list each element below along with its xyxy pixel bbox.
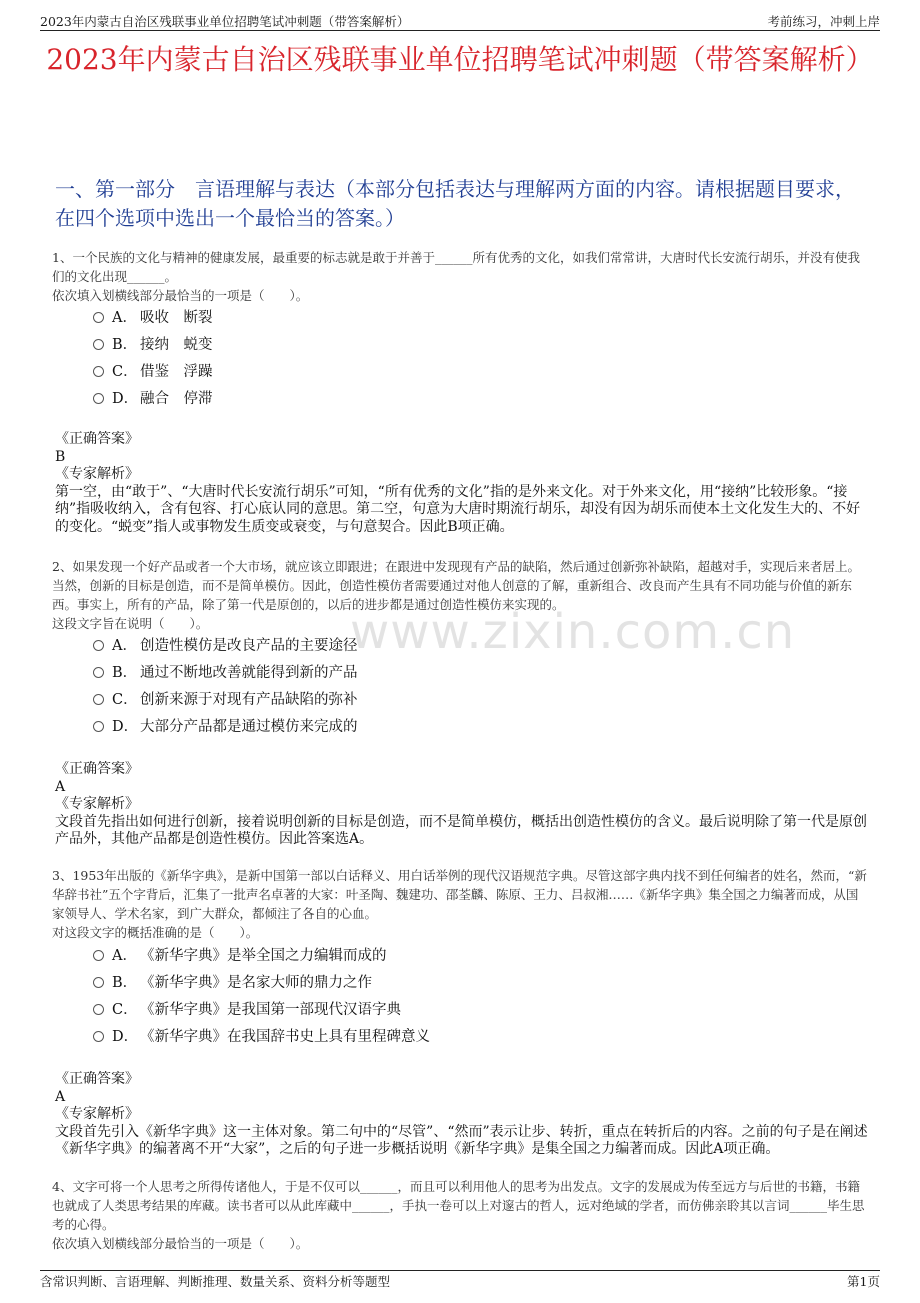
radio-icon[interactable] [93,339,104,350]
option-text: 吸收 断裂 [140,310,213,326]
option-label: D． [112,391,139,407]
option-1b[interactable] [93,335,213,355]
question-prompt: 这段文字旨在说明（ ）。 [52,616,209,631]
option-text: 通过不断地改善就能得到新的产品 [140,665,358,681]
page-header [40,0,880,31]
analysis-heading: 《专家解析》 [55,796,139,812]
document-title: 2023年内蒙古自治区残联事业单位招聘笔试冲刺题（带答案解析） [46,43,874,76]
option-label: C． [112,692,138,708]
option-label: C． [112,1002,138,1018]
option-text: 《新华字典》是名家大师的鼎力之作 [140,975,372,991]
option-text: 《新华字典》是我国第一部现代汉语字典 [140,1002,401,1018]
question-4 [52,1177,870,1253]
radio-icon[interactable] [93,366,104,377]
question-prompt: 依次填入划横线部分最恰当的一项是（ ）。 [52,1236,309,1251]
analysis-heading: 《专家解析》 [55,466,139,482]
question-stem: 4、文字可将一个人思考之所得传诸他人，于是不仅可以______，而且可以利用他人的思考为出发点。文字的发展成为传至远方与后世的书籍，书籍也就成了人类思考结果的库藏。读书者可以从此库藏中______，手执一卷可以上对邃古的哲人，远对绝域的学者，而仿佛亲聆其以言词______毕生思考的心得。 [52,1179,865,1232]
question-stem: 3、1953年出版的《新华字典》，是新中国第一部以白话释义、用白话举例的现代汉语规范字典。尽管这部字典内找不到任何编者的姓名，然而，“新华辞书社”五个字背后，汇集了一批声名卓著的大家：叶圣陶、魏建功、邵荃麟、陈原、王力、吕叔湘……《新华字典》集全国之力编著而成，从国家领导人、学术名家，到广大群众，都倾注了各自的心血。 [52,868,867,921]
question-prompt: 依次填入划横线部分最恰当的一项是（ ）。 [52,288,309,303]
analysis-text: 文段首先指出如何进行创新，接着说明创新的目标是创造，而不是简单模仿，概括出创造性模仿的含义。最后说明除了第一代是原创产品外，其他产品都是创造性模仿。因此答案选A。 [55,813,867,847]
option-text: 创新来源于对现有产品缺陷的弥补 [140,692,358,708]
option-3d[interactable] [93,1027,430,1047]
answer-block-1 [55,431,870,536]
option-2a[interactable] [93,636,358,656]
option-text: 大部分产品都是通过模仿来完成的 [140,719,358,735]
option-3a[interactable] [93,946,387,966]
analysis-text: 文段首先引入《新华字典》这一主体对象。第二句中的“尽管”、“然而”表示让步、转折，重点在转折后的内容。之前的句子是在阐述《新华字典》的编著离不开“大家”，之后的句子进一步概括说明《新华字典》是集全国之力编著而成。因此A项正确。 [55,1123,868,1157]
page-number: 第1页 [847,1274,880,1289]
question-prompt: 对这段文字的概括准确的是（ ）。 [52,925,259,940]
question-stem: 1、一个民族的文化与精神的健康发展，最重要的标志就是敢于并善于______所有优秀的文化，如我们常常讲，大唐时代长安流行胡乐，并没有使我们的文化出现______。 [52,250,860,284]
option-1c[interactable] [93,362,213,382]
section-heading: 一、第一部分 言语理解与表达（本部分包括表达与理解两方面的内容。请根据题目要求，在四个选项中选出一个最恰当的答案。） [55,177,855,230]
radio-icon[interactable] [93,977,104,988]
option-label: B． [112,975,138,991]
question-stem: 2、如果发现一个好产品或者一个大市场，就应该立即跟进；在跟进中发现现有产品的缺陷，然后通过创新弥补缺陷，超越对手，实现后来者居上。当然，创新的目标是创造，而不是简单模仿。因此，创造性模仿者需要通过对他人创意的了解，重新组合、改良而产生具有不同功能与价值的新东西。事实上，所有的产品，除了第一代是原创的，以后的进步都是通过创造性模仿来实现的。 [52,559,860,612]
option-label: A． [112,310,137,326]
radio-icon[interactable] [93,640,104,651]
option-label: A． [112,948,137,964]
answer-heading: 《正确答案》 [55,1071,139,1087]
radio-icon[interactable] [93,667,104,678]
option-label: A． [112,638,137,654]
option-2b[interactable] [93,663,358,683]
radio-icon[interactable] [93,721,104,732]
radio-icon[interactable] [93,393,104,404]
radio-icon[interactable] [93,312,104,323]
answer-heading: 《正确答案》 [55,431,139,447]
answer-block-3 [55,1071,870,1159]
analysis-heading: 《专家解析》 [55,1106,139,1122]
option-label: B． [112,665,138,681]
option-text: 接纳 蜕变 [140,337,213,353]
header-slogan: 考前练习，冲刺上岸 [767,14,880,29]
radio-icon[interactable] [93,1004,104,1015]
option-1a[interactable] [93,308,213,328]
radio-icon[interactable] [93,694,104,705]
option-3b[interactable] [93,973,372,993]
question-2 [52,557,870,633]
answer-block-2 [55,761,870,849]
radio-icon[interactable] [93,1031,104,1042]
option-1d[interactable] [93,389,213,409]
question-3 [52,866,870,942]
option-text: 《新华字典》是举全国之力编辑而成的 [140,948,387,964]
radio-icon[interactable] [93,950,104,961]
analysis-text: 第一空，由“敢于”、“大唐时代长安流行胡乐”可知，“所有优秀的文化”指的是外来文化。对于外来文化，用“接纳”比较形象。“接纳”指吸收纳入，含有包容、打心底认同的意思。第二空，句意为大唐时期流行胡乐，却没有因为胡乐而使本土文化发生大的、不好的变化。“蜕变”指人或事物发生质变或衰变，与句意契合。因此B项正确。 [55,483,861,535]
option-label: D． [112,719,139,735]
option-3c[interactable] [93,1000,401,1020]
option-label: B． [112,337,138,353]
watermark: www.zixin.com.cn [350,604,796,660]
answer-value: A [55,1088,66,1105]
option-text: 《新华字典》在我国辞书史上具有里程碑意义 [140,1029,430,1045]
question-1 [52,248,870,305]
option-2d[interactable] [93,717,358,737]
option-label: C． [112,364,138,380]
option-text: 融合 停滞 [140,391,213,407]
header-doc-title: 2023年内蒙古自治区残联事业单位招聘笔试冲刺题（带答案解析） [40,14,410,29]
page-footer [40,1270,880,1303]
answer-value: A [55,778,66,795]
option-text: 借鉴 浮躁 [140,364,213,380]
option-label: D． [112,1029,139,1045]
footer-question-types: 含常识判断、言语理解、判断推理、数量关系、资料分析等题型 [40,1274,391,1289]
option-text: 创造性模仿是改良产品的主要途径 [140,638,358,654]
answer-value: B [55,448,66,465]
option-2c[interactable] [93,690,358,710]
answer-heading: 《正确答案》 [55,761,139,777]
